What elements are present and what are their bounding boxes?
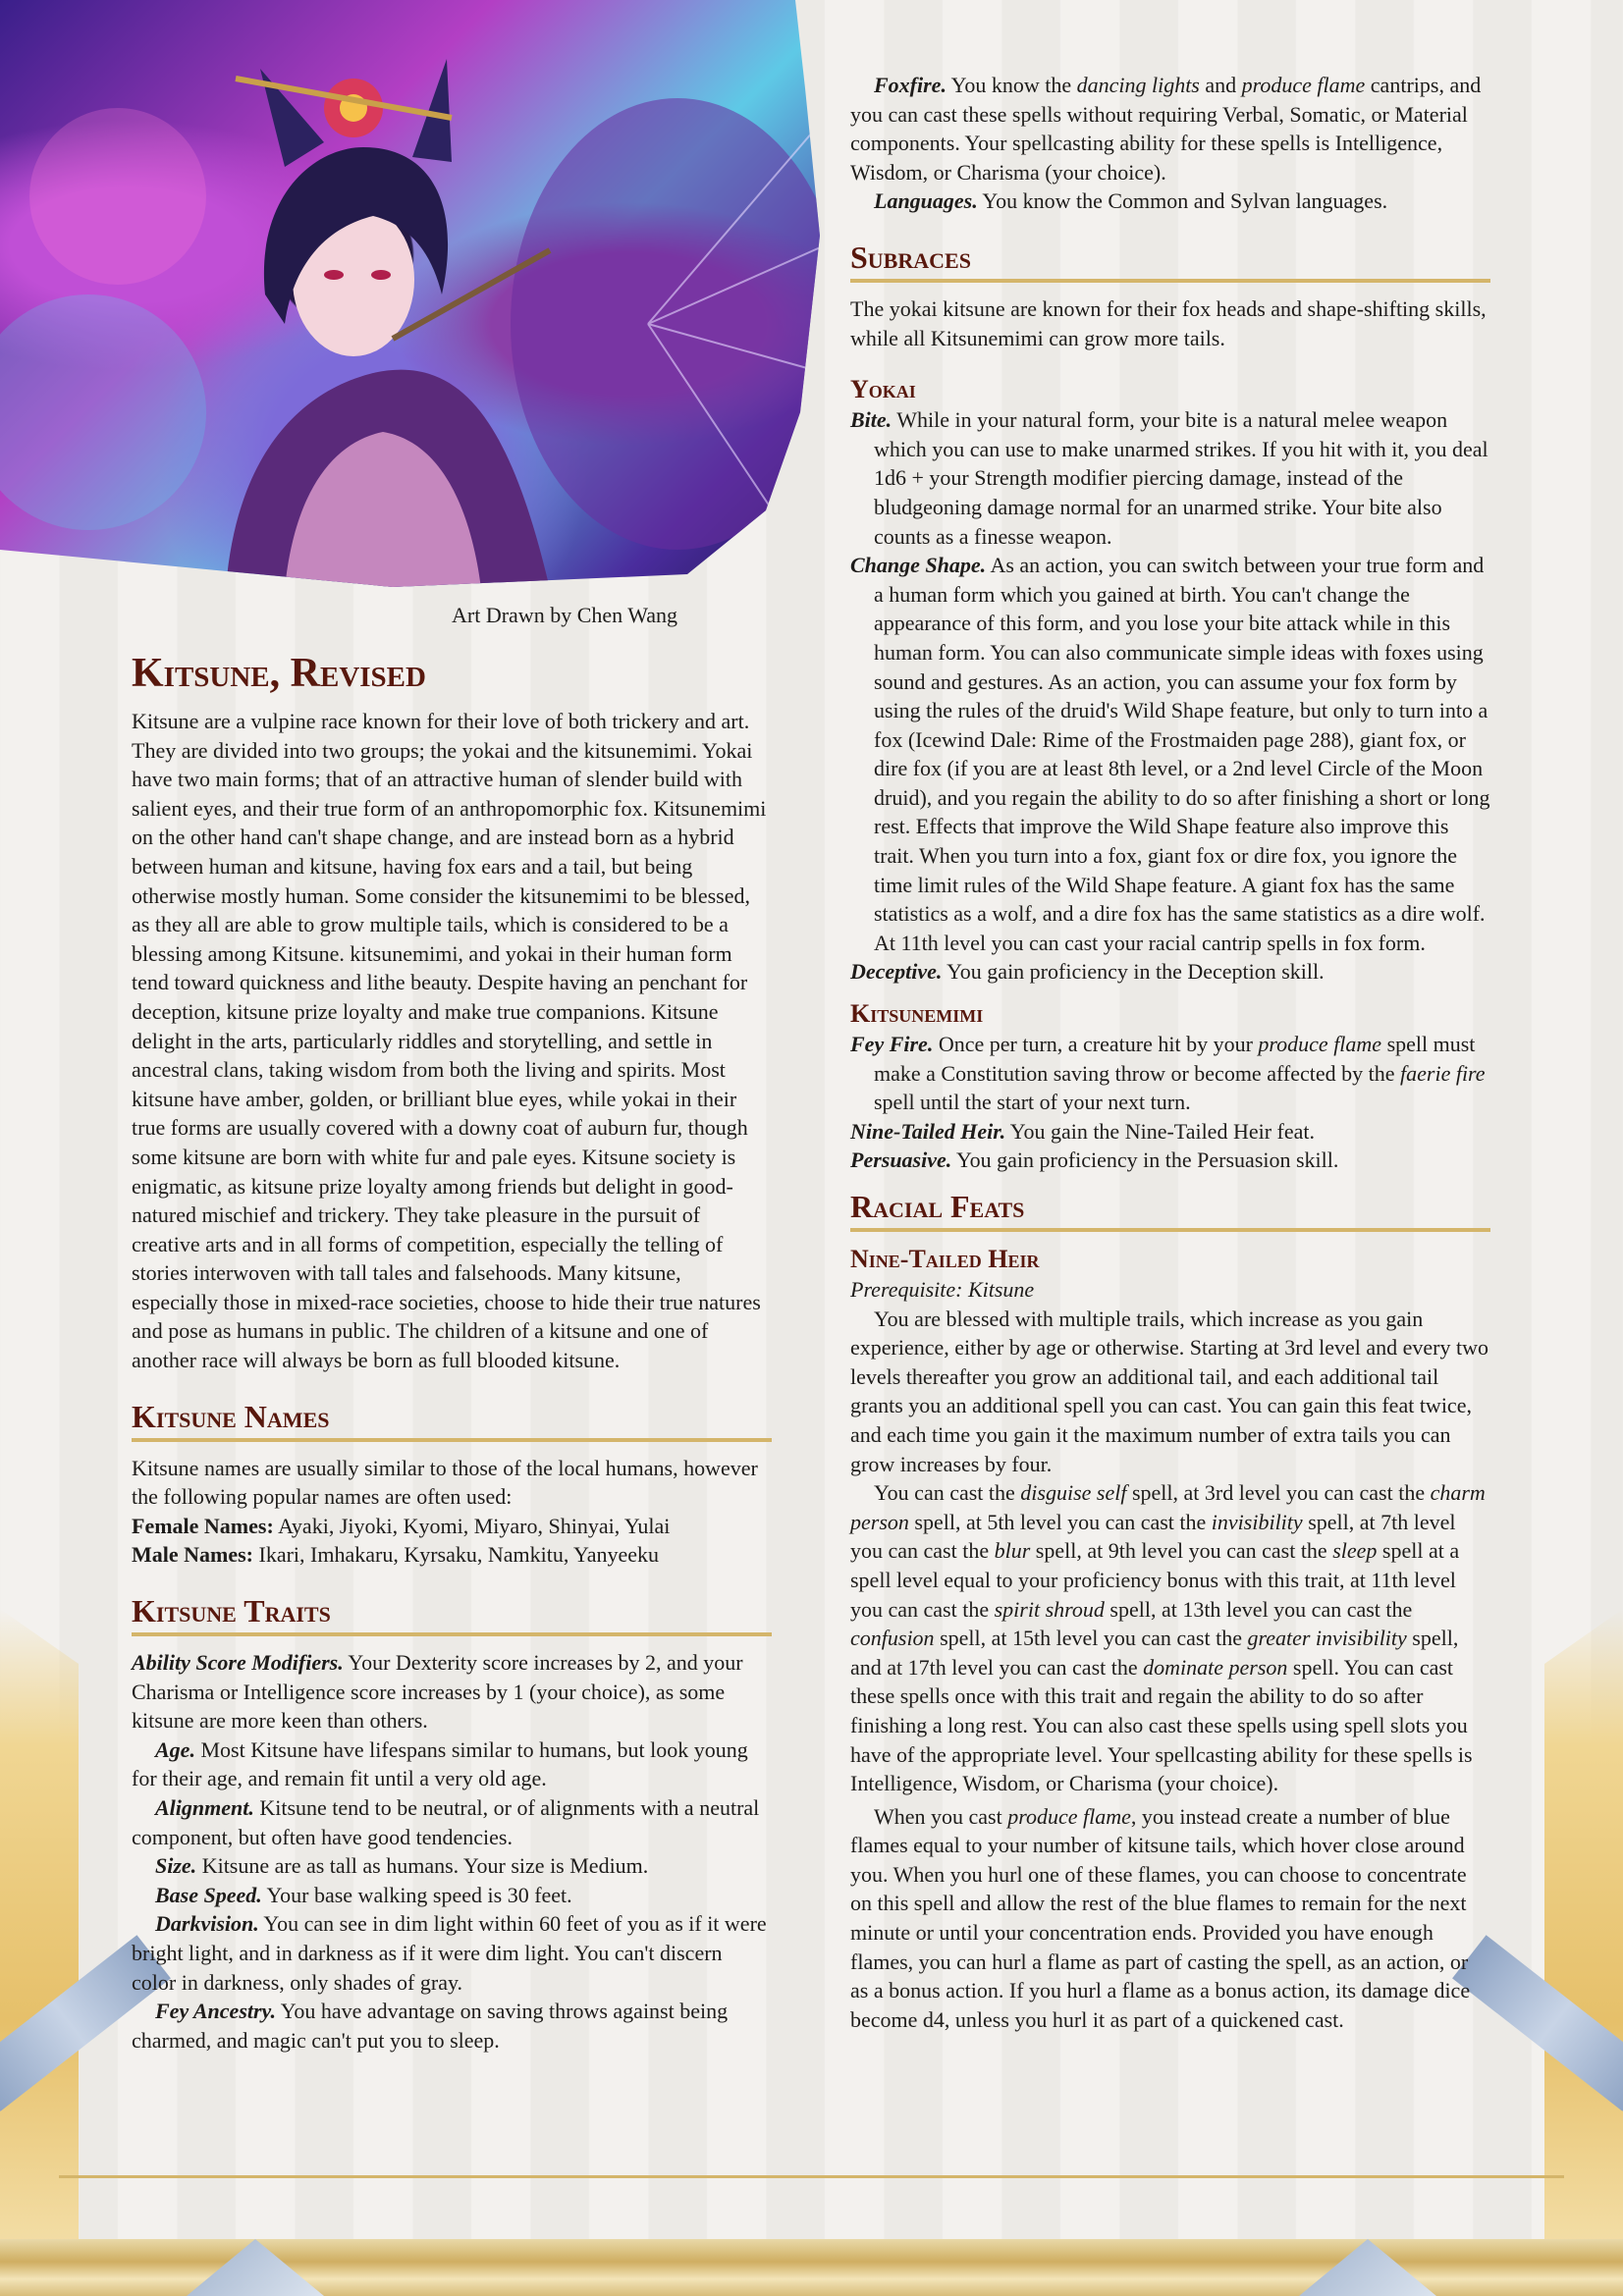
trait-text: and [1199,73,1242,97]
feat-paragraph-3 [850,1802,1490,2035]
subsection-heading-nine-tailed-heir: Nine-Tailed Heir [850,1245,1040,1273]
trait-label: Age. [155,1736,195,1762]
feat-text: spell. You can cast these spells once with this trait and regain the ability to do so after finishing a long rest. You can also cast these spells using spell slots you have of the appropriate level. Your spellcasting ability for these spells is Intelligence, Wisdom, or Charisma (your choice). [850,1654,1473,1796]
trait-label: Darkvision. [155,1911,259,1937]
kitsune-illustration [0,0,825,587]
spell-name: invisibility [1211,1509,1303,1534]
trait-label: Base Speed. [155,1882,262,1907]
feat-text: spell, at 15th level you can cast the [934,1626,1248,1651]
subsection-heading-yokai: Yokai [850,375,916,404]
feat-text: , you instead create a number of blue flames equal to your number of kitsune tails, which hover close around you. When you hurl one of these flames, you can choose to concentrate on this spell and allow the rest of the blue flames to remain for the next minute or until your concentration ends. Provided you have enough flames, you can hurl a flame as part of casting the spell, as an action, or as a bonus action. If you hurl a flame as a bonus action, its damage dice become d4, unless you hurl it as part of a quickened cast. [850,1803,1471,2032]
feat-text: You can cast the [874,1480,1021,1506]
subraces-intro: The yokai kitsune are known for their fox heads and shape-shifting skills, while all Kitsunemimi can grow more tails. [850,295,1487,350]
spell-name: blur [994,1538,1031,1564]
section-heading-feats: Racial Feats [850,1187,1490,1232]
trait-text: You know the Common and Sylvan languages. [977,188,1388,214]
spell-name: sleep [1332,1538,1378,1564]
trait-label: Size. [155,1853,197,1879]
footer-chevron [1299,2239,1436,2296]
trait-fey-ancestry [132,1997,772,2055]
trait-label: Bite. [850,407,893,433]
feat-text: spell, at 9th level you can cast the [1030,1538,1333,1564]
feat-text: spell, at 13th level you can cast the [1104,1596,1413,1622]
trait-text: Once per turn, a creature hit by your [933,1032,1259,1057]
feat-prerequisite: Prerequisite: Kitsune [850,1277,1035,1302]
trait-text: You know the [946,73,1077,97]
trait-text: Your base walking speed is 30 feet. [261,1882,572,1907]
trait-label: Persuasive. [850,1148,952,1173]
trait-text: spell must make a Constitution saving throw or become affected by the [874,1032,1476,1086]
trait-persuasive [850,1146,1490,1175]
feat-paragraph-1: You are blessed with multiple trails, which increase as you gain experience, either by age or otherwise. Starting at 3rd level and every two levels thereafter you grow an additional tail, and each additional tail grants you an additional spell you can cast. You can gain this feat twice, and each time you gain it the maximum number of extra tails you can grow increases by four. [850,1306,1488,1476]
spell-name: produce flame [1241,73,1366,97]
trait-bite [850,405,1490,551]
spell-name: confusion [850,1626,935,1651]
feat-text: When you cast [874,1803,1008,1829]
trait-text: Kitsune are as tall as humans. Your size is Medium. [196,1853,649,1879]
trait-label: Fey Fire. [850,1032,934,1057]
trait-label: Ability Score Modifiers. [132,1650,344,1676]
kitsune-artwork [0,0,825,587]
trait-text: You gain proficiency in the Deception skill. [942,959,1325,985]
trait-text: You gain the Nine-Tailed Heir feat. [1005,1118,1316,1144]
art-caption: Art Drawn by Chen Wang [452,603,678,627]
trait-darkvision [132,1909,772,1997]
spell-name: disguise self [1020,1480,1127,1506]
section-heading-names: Kitsune Names [132,1397,772,1442]
feat-text: spell, and at 17th level you can cast the [850,1626,1459,1680]
trait-text: While in your natural form, your bite is a natural melee weapon which you can use to make unarmed strikes. If you hit with it, you deal 1d6 + your Strength modifier piercing damage, instead of the bludgeoning damage normal for an unarmed strike. Your bite also counts as a finesse weapon. [874,407,1488,549]
trait-text: Kitsune tend to be neutral, or of alignments with a neutral component, but often have good tendencies. [132,1795,760,1849]
feat-text: spell, at 3rd level you can cast the [1126,1480,1431,1506]
trait-foxfire [850,71,1490,187]
trait-nine-tailed-heir [850,1117,1490,1147]
trait-deceptive [850,957,1490,987]
trait-label: Deceptive. [850,959,943,985]
section-heading-traits: Kitsune Traits [132,1591,772,1636]
trait-size [132,1851,772,1881]
trait-text: cantrips, and you can cast these spells without requiring Verbal, Somatic, or Material components. Your spellcasting ability for these spells is Intelligence, Wisdom, or Charisma (your choice). [850,73,1482,185]
trait-label: Alignment. [155,1795,254,1820]
trait-label: Foxfire. [874,73,947,97]
trait-text: Most Kitsune have lifespans similar to humans, but look young for their age, and remain fit until a very old age. [132,1736,748,1791]
subsection-heading-kitsunemimi: Kitsunemimi [850,999,984,1029]
section-heading-subraces: Subraces [850,238,1490,283]
intro-paragraph: Kitsune are a vulpine race known for their love of both trickery and art. They are divided into two groups; the yokai and the kitsunemimi. Yokai have two main forms; that of an attractive human of slender build with salient eyes, and their true form of an anthropomorphic fox. Kitsunemimi on the other hand can't shape change, and are instead born as a hybrid between human and kitsune, having fox ears and a tail, but being otherwise mostly human. Some consider the kitsunemimi to be blessed, as they all are able to grow multiple tails, which is considered to be a blessing among Kitsune. kitsunemimi, and yokai in their human form tend toward quickness and lithe beauty. Despite having an penchant for deception, kitsune prize loyalty and make true companions. Kitsune delight in the arts, particularly riddles and storytelling, and settle in ancestral clans, taking wisdom from both the living and spirits. Most kitsune have amber, golden, or brilliant blue eyes, while yokai in their true forms are usually covered with a downy coat of auburn fur, though some kitsune are born with white fur and pale eyes. Kitsune society is enigmatic, as kitsune prize loyalty among friends but delight in good-natured mischief and trickery. They take pleasure in the pursuit of creative arts and in all forms of competition, especially the telling of stories interwoven with tall tales and falsehoods. Many kitsune, especially those in mixed-race societies, choose to hide their true natures and pose as humans in public. The children of a kitsune and one of another race will always be born as full blooded kitsune. [132,709,767,1373]
spell-name: dancing lights [1076,73,1200,97]
trait-text: You have advantage on saving throws against being charmed, and magic can't put you to sleep. [132,1999,729,2053]
footer-chevron [187,2239,324,2296]
frame-right-decoration [1544,1609,1623,2296]
spell-name: produce flame [1258,1032,1382,1057]
spell-name: greater invisibility [1247,1626,1407,1651]
names-intro: Kitsune names are usually similar to those of the local humans, however the following popular names are often used: [132,1455,758,1510]
trait-label: Fey Ancestry. [155,1999,277,2024]
spell-name: spirit shroud [994,1596,1105,1622]
male-names-list: Ikari, Imhakaru, Kyrsaku, Namkitu, Yanyeeku [253,1542,660,1568]
feat-text: spell, at 7th level you can cast the [850,1509,1456,1564]
frame-left-decoration [0,1609,79,2296]
spell-name: faerie fire [1400,1060,1486,1086]
male-names [132,1540,772,1570]
trait-label: Languages. [874,188,978,214]
spell-name: produce flame [1007,1803,1131,1829]
trait-change-shape [850,551,1490,957]
trait-ability-scores [132,1648,772,1735]
trait-base-speed [132,1881,772,1910]
male-names-label: Male Names: [132,1542,254,1568]
feat-paragraph-2 [850,1478,1490,1798]
feat-text: spell at a spell level equal to your proficiency bonus with this trait, at 11th level you can cast the [850,1538,1460,1622]
frame-line [59,2175,1564,2178]
spell-name: charm person [850,1480,1486,1534]
trait-fey-fire [850,1030,1490,1117]
trait-label: Change Shape. [850,553,987,578]
trait-text: spell until the start of your next turn. [874,1090,1191,1115]
right-column [850,71,1490,2034]
feat-text: spell, at 5th level you can cast the [908,1509,1212,1534]
trait-age [132,1735,772,1793]
female-names [132,1512,772,1541]
page-title: Kitsune, Revised [132,651,426,696]
trait-label: Nine-Tailed Heir. [850,1118,1006,1144]
trait-text: As an action, you can switch between your true form and a human form which you gained at birth. You can't change the appearance of this form, and you lose your bite attack while in this human form. You can also communicate simple ideas with foxes using sound and gestures. As an action, you can assume your fox form by using the rules of the druid's Wild Shape feature, but only to turn into a fox (Icewind Dale: Rime of the Frostmaiden page 288), giant fox, or dire fox (if you are at least 8th level, or a 2nd level Circle of the Moon druid), and you regain the ability to do so after finishing a short or long rest. Effects that improve the Wild Shape feature also improve this trait. When you turn into a fox, giant fox or dire fox, you ignore the time limit rules of the Wild Shape feature. A giant fox has the same statistics as a wolf, and a dire fox has the same statistics as a dire wolf. At 11th level you can cast your racial cantrip spells in fox form. [874,553,1490,955]
female-names-list: Ayaki, Jiyoki, Kyomi, Miyaro, Shinyai, Yulai [273,1513,671,1538]
trait-text: You can see in dim light within 60 feet of you as if it were bright light, and in darkness as if it were dim light. You can't discern color in darkness, only shades of gray. [132,1911,767,1995]
left-column [132,650,772,2055]
trait-text: You gain proficiency in the Persuasion skill. [951,1148,1339,1173]
trait-text: Your Dexterity score increases by 2, and your Charisma or Intelligence score increases by 1 (your choice), as some kitsune are more keen than others. [132,1650,743,1734]
female-names-label: Female Names: [132,1513,274,1538]
trait-languages [850,187,1490,216]
spell-name: dominate person [1143,1654,1288,1680]
trait-alignment [132,1793,772,1851]
footer-band-decoration [0,2239,1623,2296]
